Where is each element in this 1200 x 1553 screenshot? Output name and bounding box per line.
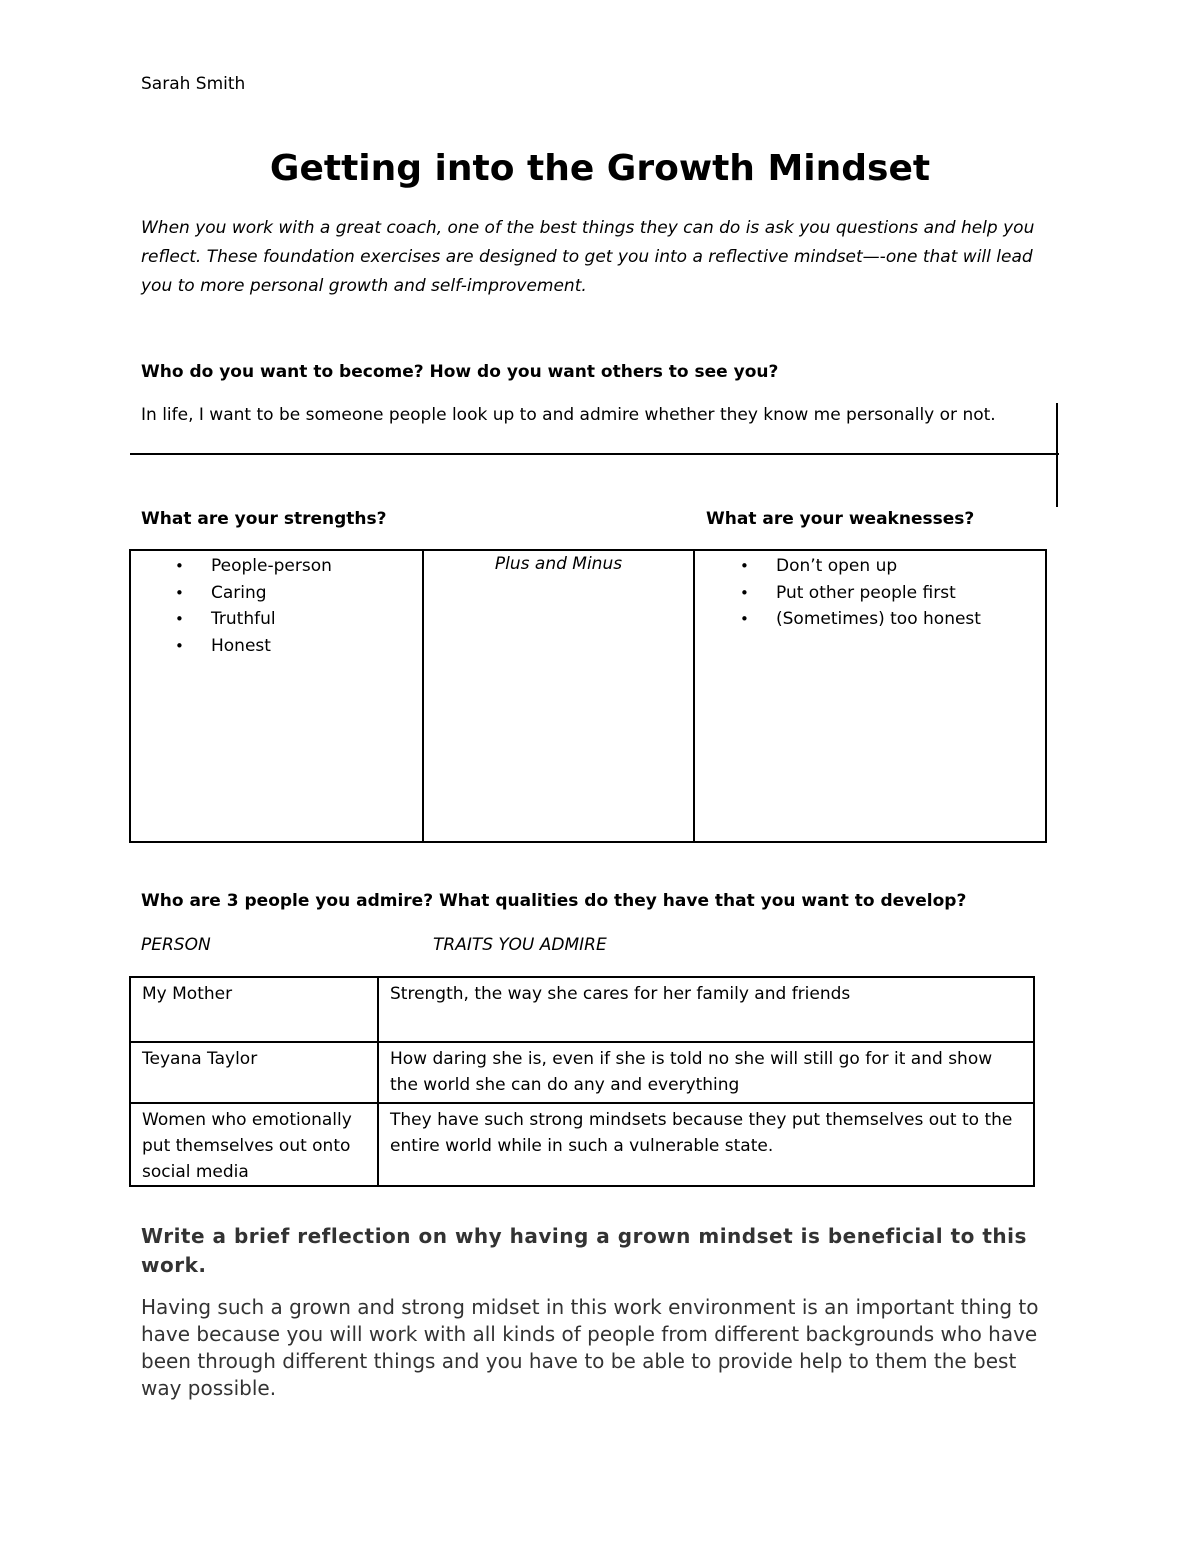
weaknesses-list <box>740 553 981 633</box>
question-strengths: What are your strengths? <box>141 509 387 529</box>
bullet-icon: • <box>740 583 749 602</box>
bullet-icon: • <box>740 557 749 575</box>
person-cell: My Mother <box>130 977 378 1042</box>
author-name: Sarah Smith <box>141 74 246 94</box>
table-column-divider <box>693 549 695 843</box>
column-header-traits: TRAITS YOU ADMIRE <box>433 935 607 955</box>
question-become: Who do you want to become? How do you want others to see you? <box>141 362 779 382</box>
question-weaknesses: What are your weaknesses? <box>706 509 975 529</box>
answer-side-line <box>1056 403 1058 507</box>
bullet-icon: • <box>175 557 184 575</box>
intro-paragraph: When you work with a great coach, one of the best things they can do is ask you questions and help you reflect. These foundation exercises are designed to get you into a reflective mindset—-one that will lead you to more personal growth and self-improvement. <box>141 218 1035 296</box>
answer-divider-line <box>130 453 1059 455</box>
person-cell: Teyana Taylor <box>130 1042 378 1103</box>
list-item: • (Sometimes) too honest <box>740 606 981 633</box>
answer-become: In life, I want to be someone people look up to and admire whether they know me personally or not. <box>141 405 996 425</box>
table-row <box>130 1103 1034 1186</box>
list-item: • Put other people first <box>740 580 981 607</box>
person-cell: Women who emotionally put themselves out onto social media <box>130 1103 378 1186</box>
table-row <box>130 977 1034 1042</box>
list-item: • Caring <box>175 580 332 607</box>
strengths-list <box>175 553 332 659</box>
table-row <box>130 1042 1034 1103</box>
page-title: Getting into the Growth Mindset <box>269 148 931 189</box>
bullet-icon: • <box>175 583 184 602</box>
traits-cell: They have such strong mindsets because they put themselves out to the entire world while in such a vulnerable state. <box>378 1103 1034 1186</box>
bullet-icon: • <box>175 610 184 628</box>
reflection-heading: Write a brief reflection on why having a grown mindset is beneficial to this work. <box>141 1224 1027 1277</box>
admire-table <box>129 976 1035 1187</box>
list-item: • Don’t open up <box>740 553 981 580</box>
table-column-divider <box>422 549 424 843</box>
question-admire: Who are 3 people you admire? What qualities do they have that you want to develop? <box>141 891 967 911</box>
column-header-person: PERSON <box>141 935 211 955</box>
bullet-icon: • <box>740 610 749 628</box>
list-item: • Honest <box>175 633 332 660</box>
list-item: • People-person <box>175 553 332 580</box>
list-item: • Truthful <box>175 606 332 633</box>
plus-minus-label: Plus and Minus <box>494 554 623 574</box>
bullet-icon: • <box>175 636 184 655</box>
traits-cell: How daring she is, even if she is told no she will still go for it and show the world she can do any and everything <box>378 1042 1034 1103</box>
reflection-body: Having such a grown and strong midset in this work environment is an important thing to have because you will work with all kinds of people from different backgrounds who have been through different things and you have to be able to provide help to them the best way possible. <box>141 1295 1039 1400</box>
traits-cell: Strength, the way she cares for her family and friends <box>378 977 1034 1042</box>
